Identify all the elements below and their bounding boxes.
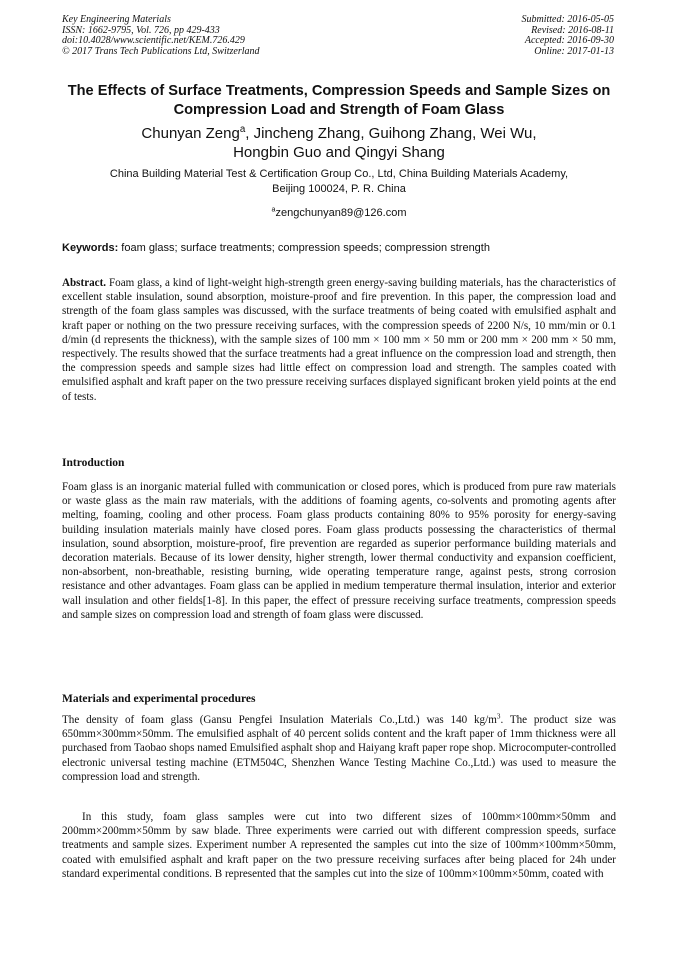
materials-p1-sup: 3 [496, 712, 501, 721]
accepted-date: Accepted: 2016-09-30 [524, 35, 614, 47]
keywords-text: foam glass; surface treatments; compression speeds; compression strength [118, 242, 490, 254]
introduction-heading: Introduction [62, 457, 125, 469]
materials-paragraph-2: In this study, foam glass samples were cut into two different sizes of 100mm×100mm×50mm and 200mm×200mm×50mm by saw blade. Three experiments were carried out with different compression speeds, surface treatments and sample sizes. Experiment number A represented the samples cut into the size of 100mm×100mm×50mm, coated with emulsified asphalt and kraft paper on the two pressure receiving surfaces after being placed for 24h under standard experimental conditions. B represented that the samples cut into the size of 100mm×100mm×50mm, coated with [62, 811, 616, 880]
materials-p1-b: . The product size was 650mm×300mm×50mm. The emulsified asphalt of 40 percent solids content and the kraft paper of 1mm thickness were all purchased from Taobao shops named Emulsified asphalt shop and Haiyang kraft paper rope shop. Microcomputer-controlled electronic universal testing machine (ETM504C, Shenzhen Wance Testing Machine Co.,Ltd.) was used to measure the compression load and strength. [62, 714, 616, 783]
submitted-date: Submitted: 2016-05-05 [521, 14, 614, 25]
author-list [40, 124, 638, 162]
abstract [62, 276, 616, 404]
dates-header [522, 15, 615, 57]
revised-date: Revised: 2016-08-11 [531, 24, 614, 36]
email [40, 207, 638, 219]
journal-name: Key Engineering Materials [62, 14, 171, 25]
email-sup: a [271, 205, 276, 214]
abstract-label: Abstract. [62, 277, 107, 289]
affiliation-line-2: Beijing 100024, P. R. China [272, 182, 406, 195]
issn-line: ISSN: 1662-9795, Vol. 726, pp 429-433 [62, 24, 220, 36]
journal-header [62, 15, 260, 57]
materials-p1-a: The density of foam glass (Gansu Pengfei Insulation Materials Co.,Ltd.) was 140 kg/m [62, 714, 497, 726]
copyright-line: © 2017 Trans Tech Publications Ltd, Switzerland [62, 45, 260, 57]
author-line-2: Hongbin Guo and Qingyi Shang [233, 144, 445, 161]
online-date: Online: 2017-01-13 [534, 45, 614, 57]
author-sup: a [239, 124, 246, 135]
introduction-text: Foam glass is an inorganic material fulled with communication or closed pores, which is produced from pure raw materials or waste glass as the main raw materials, with the additions of foaming agents, co-solvents and promoting agents after melting, foaming, cooling and other process. Foam glass products containing 80% to 95% porosity for energy-saving building insulation materials mainly have closed pores. Foam glass products possessing the characteristics of thermal insulation, sound absorption, moisture-proof, fire prevention are regarded as superior performance building materials and decoration materials. Because of its lower density, higher strength, lower thermal conductivity and expansion coefficient, non-absorbent, non-breathable, resisting burning, wide operating temperature range, against pests, strong corrosion resistance and other advantages. Foam glass can be applied in medium temperature thermal insulation, interior and exterior wall insulation and other fields[1-8]. In this paper, the effect of pressure receiving surface treatments, compression speeds and sample sizes on compression load and strength of foam glass were discussed. [62, 481, 616, 621]
keywords-label: Keywords: [62, 242, 119, 254]
author-first: Chunyan Zeng [141, 125, 240, 142]
keywords [62, 241, 616, 255]
affiliation [40, 167, 638, 196]
abstract-text: Foam glass, a kind of light-weight high-strength green energy-saving building materials, has the characteristics of excellent stable insulation, sound absorption, moisture-proof and fire prevention. In this paper, the compression load and strength of the foam glass samples was discussed, with the surface treatments of being coated with emulsified asphalt and kraft paper or nothing on the two pressure receiving surfaces, with the compression speeds of 2200 N/s, 10 mm/min or 0.1 d/min (d represents the thickness), with the sample sizes of 100 mm × 100 mm × 50 mm or 200 mm × 200 mm × 50 mm, respectively. The results showed that the surface treatments had a great influence on the compression load and strength, then the compression speeds and sample sizes had little effect on compression load and strength. The samples coated with emulsified asphalt and kraft paper on the two pressure receiving surfaces displayed significant broken yield points at the end of tests. [62, 277, 616, 403]
paper-title: The Effects of Surface Treatments, Compression Speeds and Sample Sizes on Compression Load and Strength of Foam Glass [67, 83, 611, 118]
doi-line: doi:10.4028/www.scientific.net/KEM.726.429 [62, 35, 245, 47]
materials-paragraph-1 [62, 713, 616, 784]
author-rest: , Jincheng Zhang, Guihong Zhang, Wei Wu, [245, 125, 537, 142]
email-address: zengchunyan89@126.com [275, 207, 407, 219]
affiliation-line-1: China Building Material Test & Certification Group Co., Ltd, China Building Materials Academy, [109, 168, 569, 180]
materials-heading: Materials and experimental procedures [62, 693, 256, 705]
